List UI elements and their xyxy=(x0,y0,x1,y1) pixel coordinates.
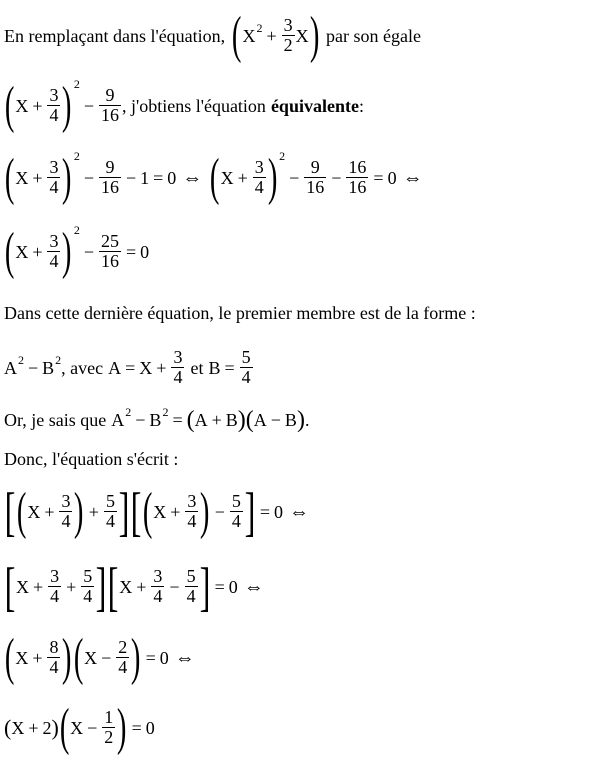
line-7 xyxy=(4,404,309,436)
line1-pre-text: En remplaçant dans l'équation, xyxy=(4,25,226,46)
line8-text: Donc, l'équation s'écrit : xyxy=(4,448,179,469)
expr-b-def: B = $\frac{5}{4}$ xyxy=(208,347,251,388)
line-5 xyxy=(4,298,476,328)
line-2 xyxy=(4,76,364,136)
expr-line12: ( X + 2 ) ( X − $\frac{1}{2}$ ) = 0 xyxy=(4,699,155,756)
line2-colon: : xyxy=(358,95,364,116)
expr-identity: A 2 − B 2 = ( A + B ) ( A − B ) . xyxy=(111,404,310,433)
expr-line9: [ ( X + $\frac{3}{4}$ ) + $\frac{5}{4}$ ] [ ( X + $\frac{3}{4}$ ) − $\frac{5}{4}$ ] = 0 ⇔ xyxy=(4,482,310,542)
equivalence-arrow: ⇔ xyxy=(402,166,423,189)
line-12 xyxy=(4,698,155,758)
expr-square-minus-9-16: ( X + $\frac{3}{4}$ ) 2 − $\frac{9}{16}$ xyxy=(4,76,119,134)
equivalence-arrow: ⇔ xyxy=(243,575,264,598)
line6-avec: , avec xyxy=(61,357,104,378)
line-4 xyxy=(4,222,149,282)
expr-a-def: A = X + $\frac{3}{4}$ xyxy=(108,347,183,388)
line1-post-text: par son égale xyxy=(325,25,421,46)
expr-x2-plus-3-2-x: ( X 2 + $\frac{3}{2}$ X ) xyxy=(232,7,320,64)
expr-line4: ( X + $\frac{3}{4}$ ) 2 − $\frac{25}{16}$ = 0 xyxy=(4,222,150,280)
line2-text: , j'obtiens l'équation xyxy=(121,95,266,116)
expr-line3: ( X + $\frac{3}{4}$ ) 2 − $\frac{9}{16}$ − 1 = 0 ⇔ ( X + $\frac{3}{4}$ ) 2 − $\frac{9}{16}$ − $\frac{16}{16}$ = 0 ⇔ xyxy=(4,148,423,206)
line6-et: et xyxy=(190,357,204,378)
line-9 xyxy=(4,480,309,544)
equivalence-arrow: ⇔ xyxy=(289,500,310,523)
line-10 xyxy=(4,556,264,618)
equivalence-arrow: ⇔ xyxy=(174,646,195,669)
expr-line10: [ X + $\frac{3}{4}$ + $\frac{5}{4}$ ] [ X + $\frac{3}{4}$ − $\frac{5}{4}$ ] = 0 ⇔ xyxy=(4,557,264,617)
line-3 xyxy=(4,148,423,208)
equivalence-arrow: ⇔ xyxy=(182,166,203,189)
line-11 xyxy=(4,628,195,688)
expr-line11: ( X + $\frac{8}{4}$ ) ( X − $\frac{2}{4}$ ) = 0 ⇔ xyxy=(4,629,195,686)
expr-a2-b2: A 2 − B 2 xyxy=(4,352,62,378)
line5-text: Dans cette dernière équation, le premier membre est de la forme : xyxy=(4,302,476,323)
line-6 xyxy=(4,340,254,396)
line7-text: Or, je sais que xyxy=(4,409,107,430)
line-8 xyxy=(4,444,178,474)
line2-bold-word: équivalente xyxy=(270,95,359,116)
line-1 xyxy=(4,8,421,64)
